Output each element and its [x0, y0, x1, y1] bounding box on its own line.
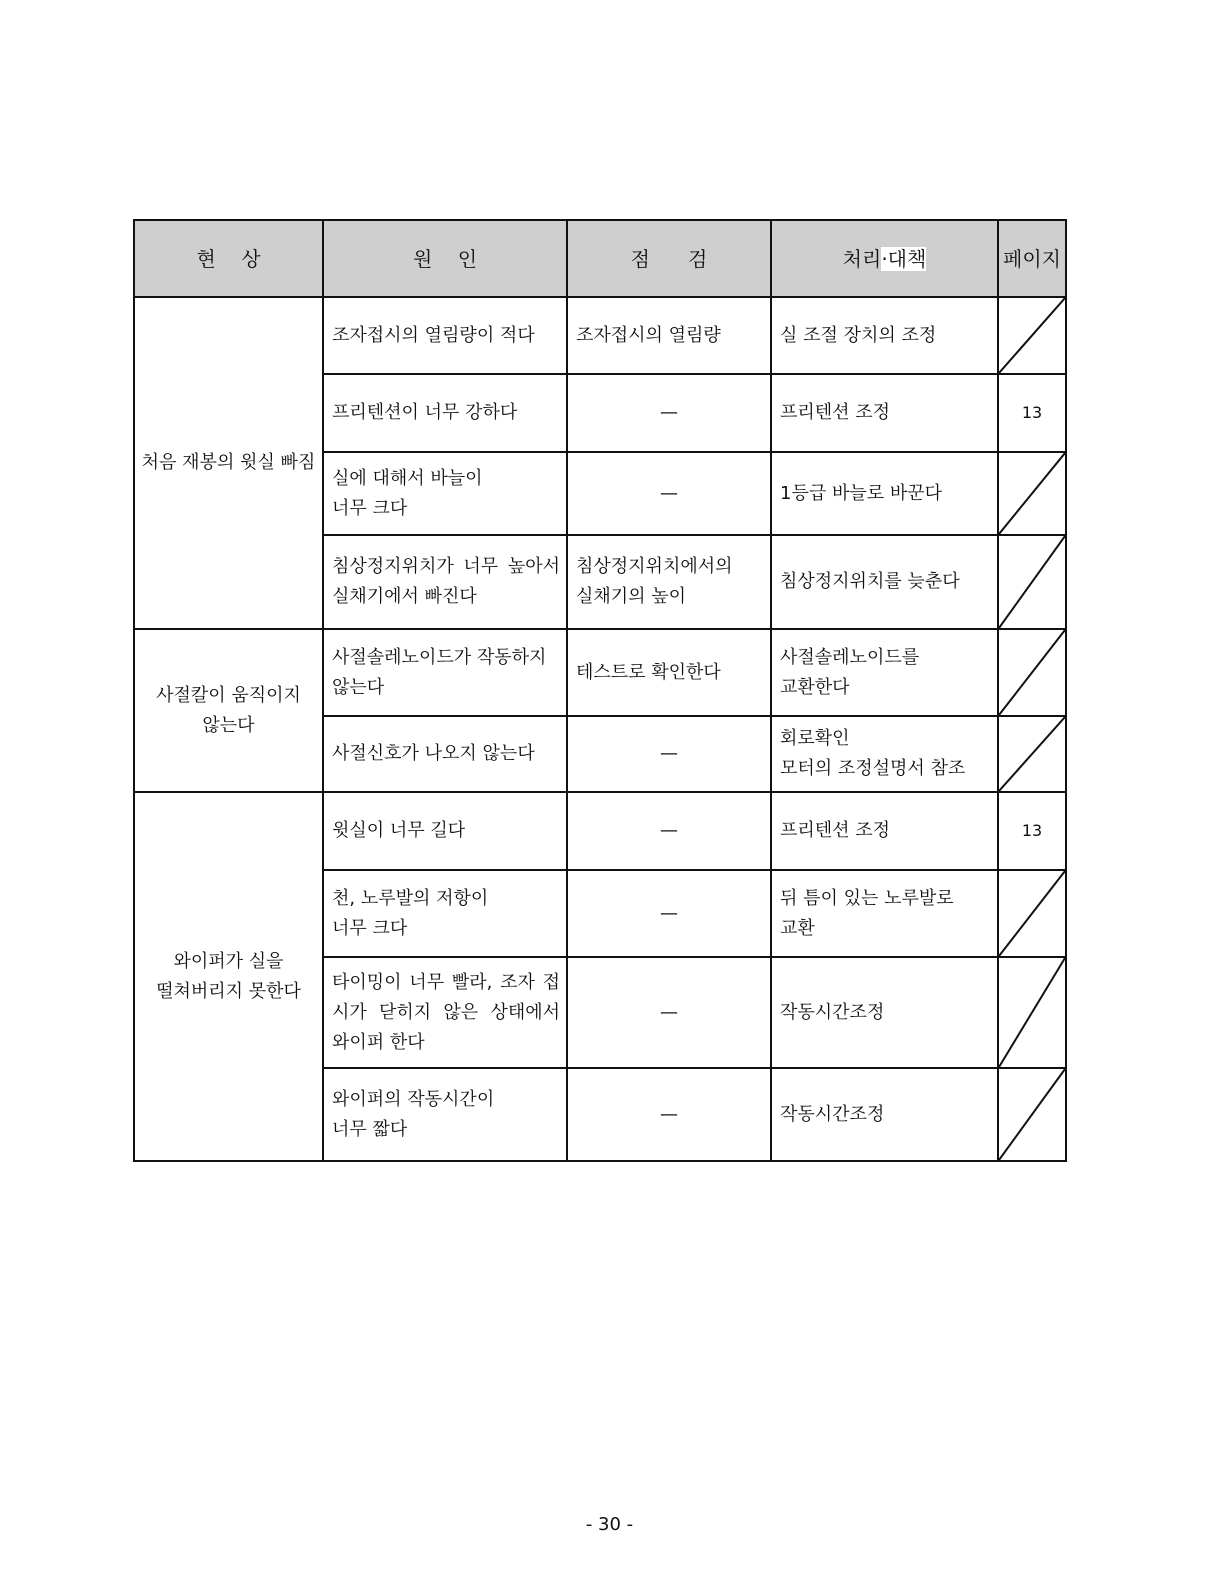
header-cause: 원 인	[323, 220, 567, 297]
page-cell	[998, 297, 1066, 374]
cause-cell: 침상정지위치가 너무 높아서 실채기에서 빠진다	[323, 535, 567, 629]
check-cell: 테스트로 확인한다	[567, 629, 771, 716]
empty-slash-icon	[999, 1069, 1065, 1160]
header-symptom: 현 상	[134, 220, 323, 297]
cause-cell: 천, 노루발의 저항이 너무 크다	[323, 870, 567, 957]
action-cell: 침상정지위치를 늦춘다	[771, 535, 998, 629]
empty-slash-icon	[999, 536, 1065, 628]
header-action	[771, 220, 998, 297]
check-cell: —	[567, 374, 771, 452]
check-cell: —	[567, 870, 771, 957]
header-action-dot: ·	[881, 246, 888, 271]
table-row	[134, 792, 1066, 870]
empty-slash-icon	[999, 717, 1065, 791]
page-cell	[998, 716, 1066, 792]
header-check: 점 검	[567, 220, 771, 297]
action-cell: 사절솔레노이드를 교환한다	[771, 629, 998, 716]
check-cell: —	[567, 792, 771, 870]
page-cell	[998, 452, 1066, 535]
page-cell	[998, 870, 1066, 957]
action-cell: 1등급 바늘로 바꾼다	[771, 452, 998, 535]
cause-cell: 프리텐션이 너무 강하다	[323, 374, 567, 452]
page-cell: 13	[998, 374, 1066, 452]
action-cell: 프리텐션 조정	[771, 792, 998, 870]
empty-slash-icon	[999, 630, 1065, 715]
empty-slash-icon	[999, 958, 1065, 1067]
cause-cell: 조자접시의 열림량이 적다	[323, 297, 567, 374]
cause-cell: 와이퍼의 작동시간이 너무 짧다	[323, 1068, 567, 1161]
page-cell	[998, 1068, 1066, 1161]
empty-slash-icon	[999, 871, 1065, 956]
cause-cell: 사절신호가 나오지 않는다	[323, 716, 567, 792]
action-cell: 작동시간조정	[771, 1068, 998, 1161]
table-row	[134, 297, 1066, 374]
action-cell: 뒤 틈이 있는 노루발로 교환	[771, 870, 998, 957]
table-row	[134, 629, 1066, 716]
empty-slash-icon	[999, 298, 1065, 373]
action-cell: 회로확인 모터의 조정설명서 참조	[771, 716, 998, 792]
symptom-cell: 사절칼이 움직이지 않는다	[134, 629, 323, 792]
cause-cell: 사절솔레노이드가 작동하지 않는다	[323, 629, 567, 716]
header-action-pre: 처리	[842, 246, 882, 271]
cause-cell: 윗실이 너무 길다	[323, 792, 567, 870]
page-number: - 30 -	[585, 1514, 634, 1535]
page-cell	[998, 535, 1066, 629]
action-cell: 프리텐션 조정	[771, 374, 998, 452]
header-row	[134, 220, 1066, 297]
check-cell: 침상정지위치에서의 실채기의 높이	[567, 535, 771, 629]
action-cell: 작동시간조정	[771, 957, 998, 1068]
header-action-post: 대책	[887, 246, 927, 271]
page-cell: 13	[998, 792, 1066, 870]
check-cell: —	[567, 452, 771, 535]
page-cell	[998, 957, 1066, 1068]
check-cell: 조자접시의 열림량	[567, 297, 771, 374]
cause-cell: 타이밍이 너무 빨라, 조자 접시가 닫히지 않은 상태에서 와이퍼 한다	[323, 957, 567, 1068]
symptom-cell: 와이퍼가 실을 떨쳐버리지 못한다	[134, 792, 323, 1161]
symptom-cell: 처음 재봉의 윗실 빠짐	[134, 297, 323, 629]
check-cell: —	[567, 1068, 771, 1161]
header-page: 페이지	[998, 220, 1066, 297]
page-cell	[998, 629, 1066, 716]
check-cell: —	[567, 957, 771, 1068]
cause-cell: 실에 대해서 바늘이 너무 크다	[323, 452, 567, 535]
check-cell: —	[567, 716, 771, 792]
troubleshooting-table	[133, 219, 1067, 1162]
empty-slash-icon	[999, 453, 1065, 534]
action-cell: 실 조절 장치의 조정	[771, 297, 998, 374]
